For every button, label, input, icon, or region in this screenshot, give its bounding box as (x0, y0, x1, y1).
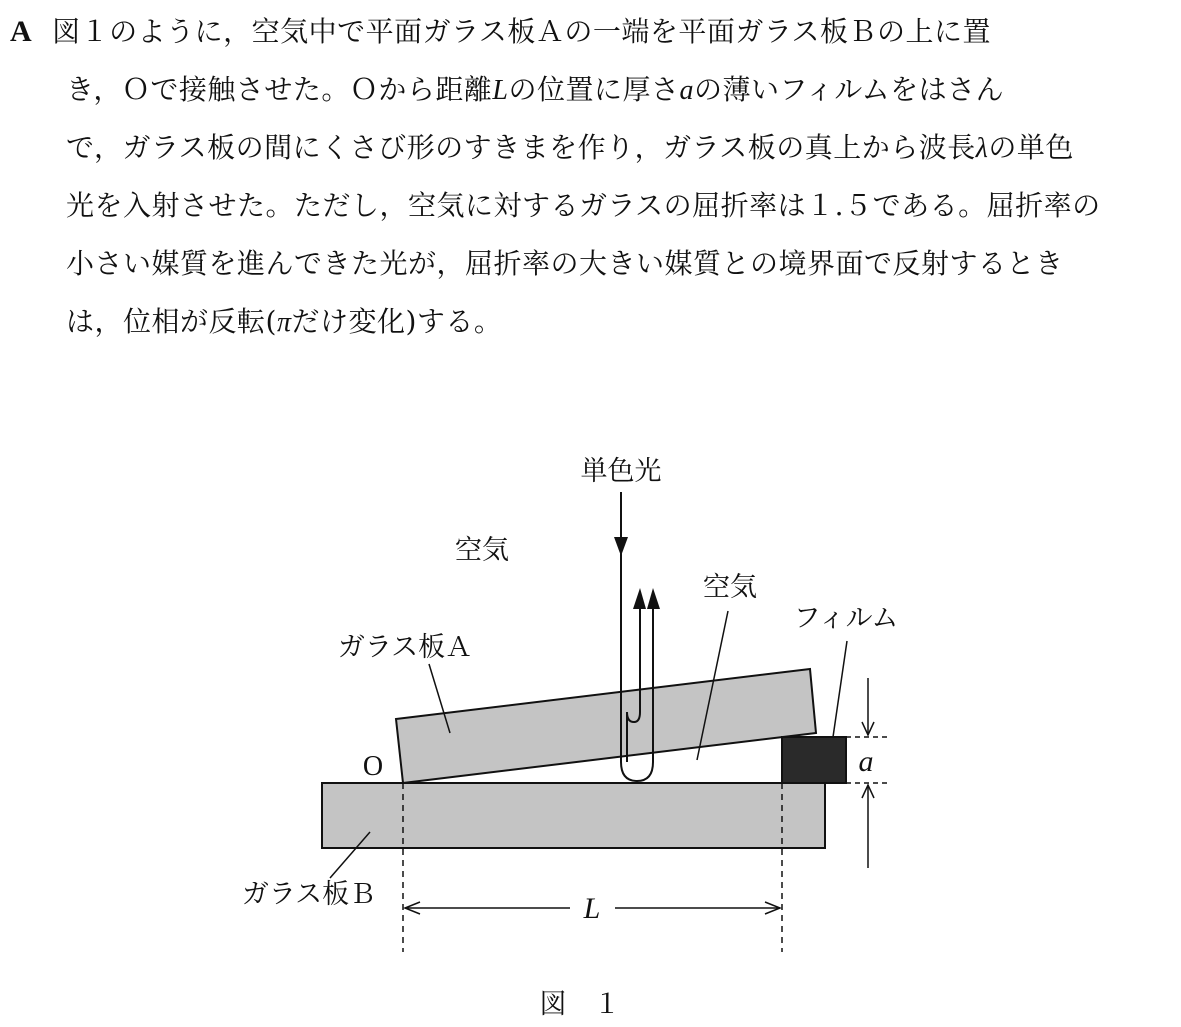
problem-line-1 (10, 10, 991, 54)
label-film: フィルム (793, 603, 899, 634)
text-segment: の単色 (988, 131, 1074, 164)
variable-a: a (679, 75, 694, 106)
label-glass-b: ガラス板Ｂ (241, 879, 377, 910)
text-segment: の位置に厚さ (508, 73, 680, 106)
text-segment: 光を入射させた。ただし，空気に対するガラスの屈折率は１.５である。屈折率の (66, 189, 1101, 222)
text-segment: は，位相が反転( (66, 305, 277, 338)
problem-line-4 (66, 184, 1101, 228)
problem-line-6 (66, 300, 502, 344)
question-label: A (10, 15, 33, 48)
problem-line-5 (66, 242, 1064, 286)
glass-plate-a (396, 669, 816, 783)
problem-line-2 (66, 68, 1004, 112)
leader-film (833, 641, 847, 737)
label-distance: L (583, 892, 601, 925)
label-glass-a: ガラス板Ａ (337, 632, 473, 663)
text-segment: だけ変化)する。 (291, 305, 503, 338)
text-segment: き，Ｏで接触させた。Ｏから距離 (66, 73, 493, 106)
text-segment: 図１のように，空気中で平面ガラス板Ａの一端を平面ガラス板Ｂの上に置 (52, 15, 991, 48)
label-air-gap: 空気 (703, 572, 757, 603)
variable-L: L (492, 75, 509, 106)
label-air-outer: 空気 (455, 535, 509, 566)
text-segment: 小さい媒質を進んできた光が，屈折率の大きい媒質との境界面で反射するとき (66, 247, 1064, 280)
film-block (782, 737, 846, 783)
incident-arrow-icon (614, 537, 628, 556)
variable-pi: π (276, 307, 292, 338)
label-thickness: a (858, 745, 874, 778)
label-monochromatic-light: 単色光 (580, 456, 662, 487)
reflected-arrow-upper-icon (633, 588, 646, 609)
figure-1 (0, 440, 1181, 1027)
wedge-diagram (0, 440, 1181, 1027)
variable-lambda: λ (975, 133, 989, 164)
text-segment: の薄いフィルムをはさん (693, 73, 1005, 106)
label-origin: O (362, 751, 384, 782)
reflected-arrow-lower-icon (647, 588, 660, 609)
problem-line-3 (66, 126, 1074, 170)
figure-caption: 図 １ (539, 989, 621, 1020)
text-segment: で，ガラス板の間にくさび形のすきまを作り，ガラス板の真上から波長 (66, 131, 976, 164)
glass-plate-b (322, 783, 825, 848)
